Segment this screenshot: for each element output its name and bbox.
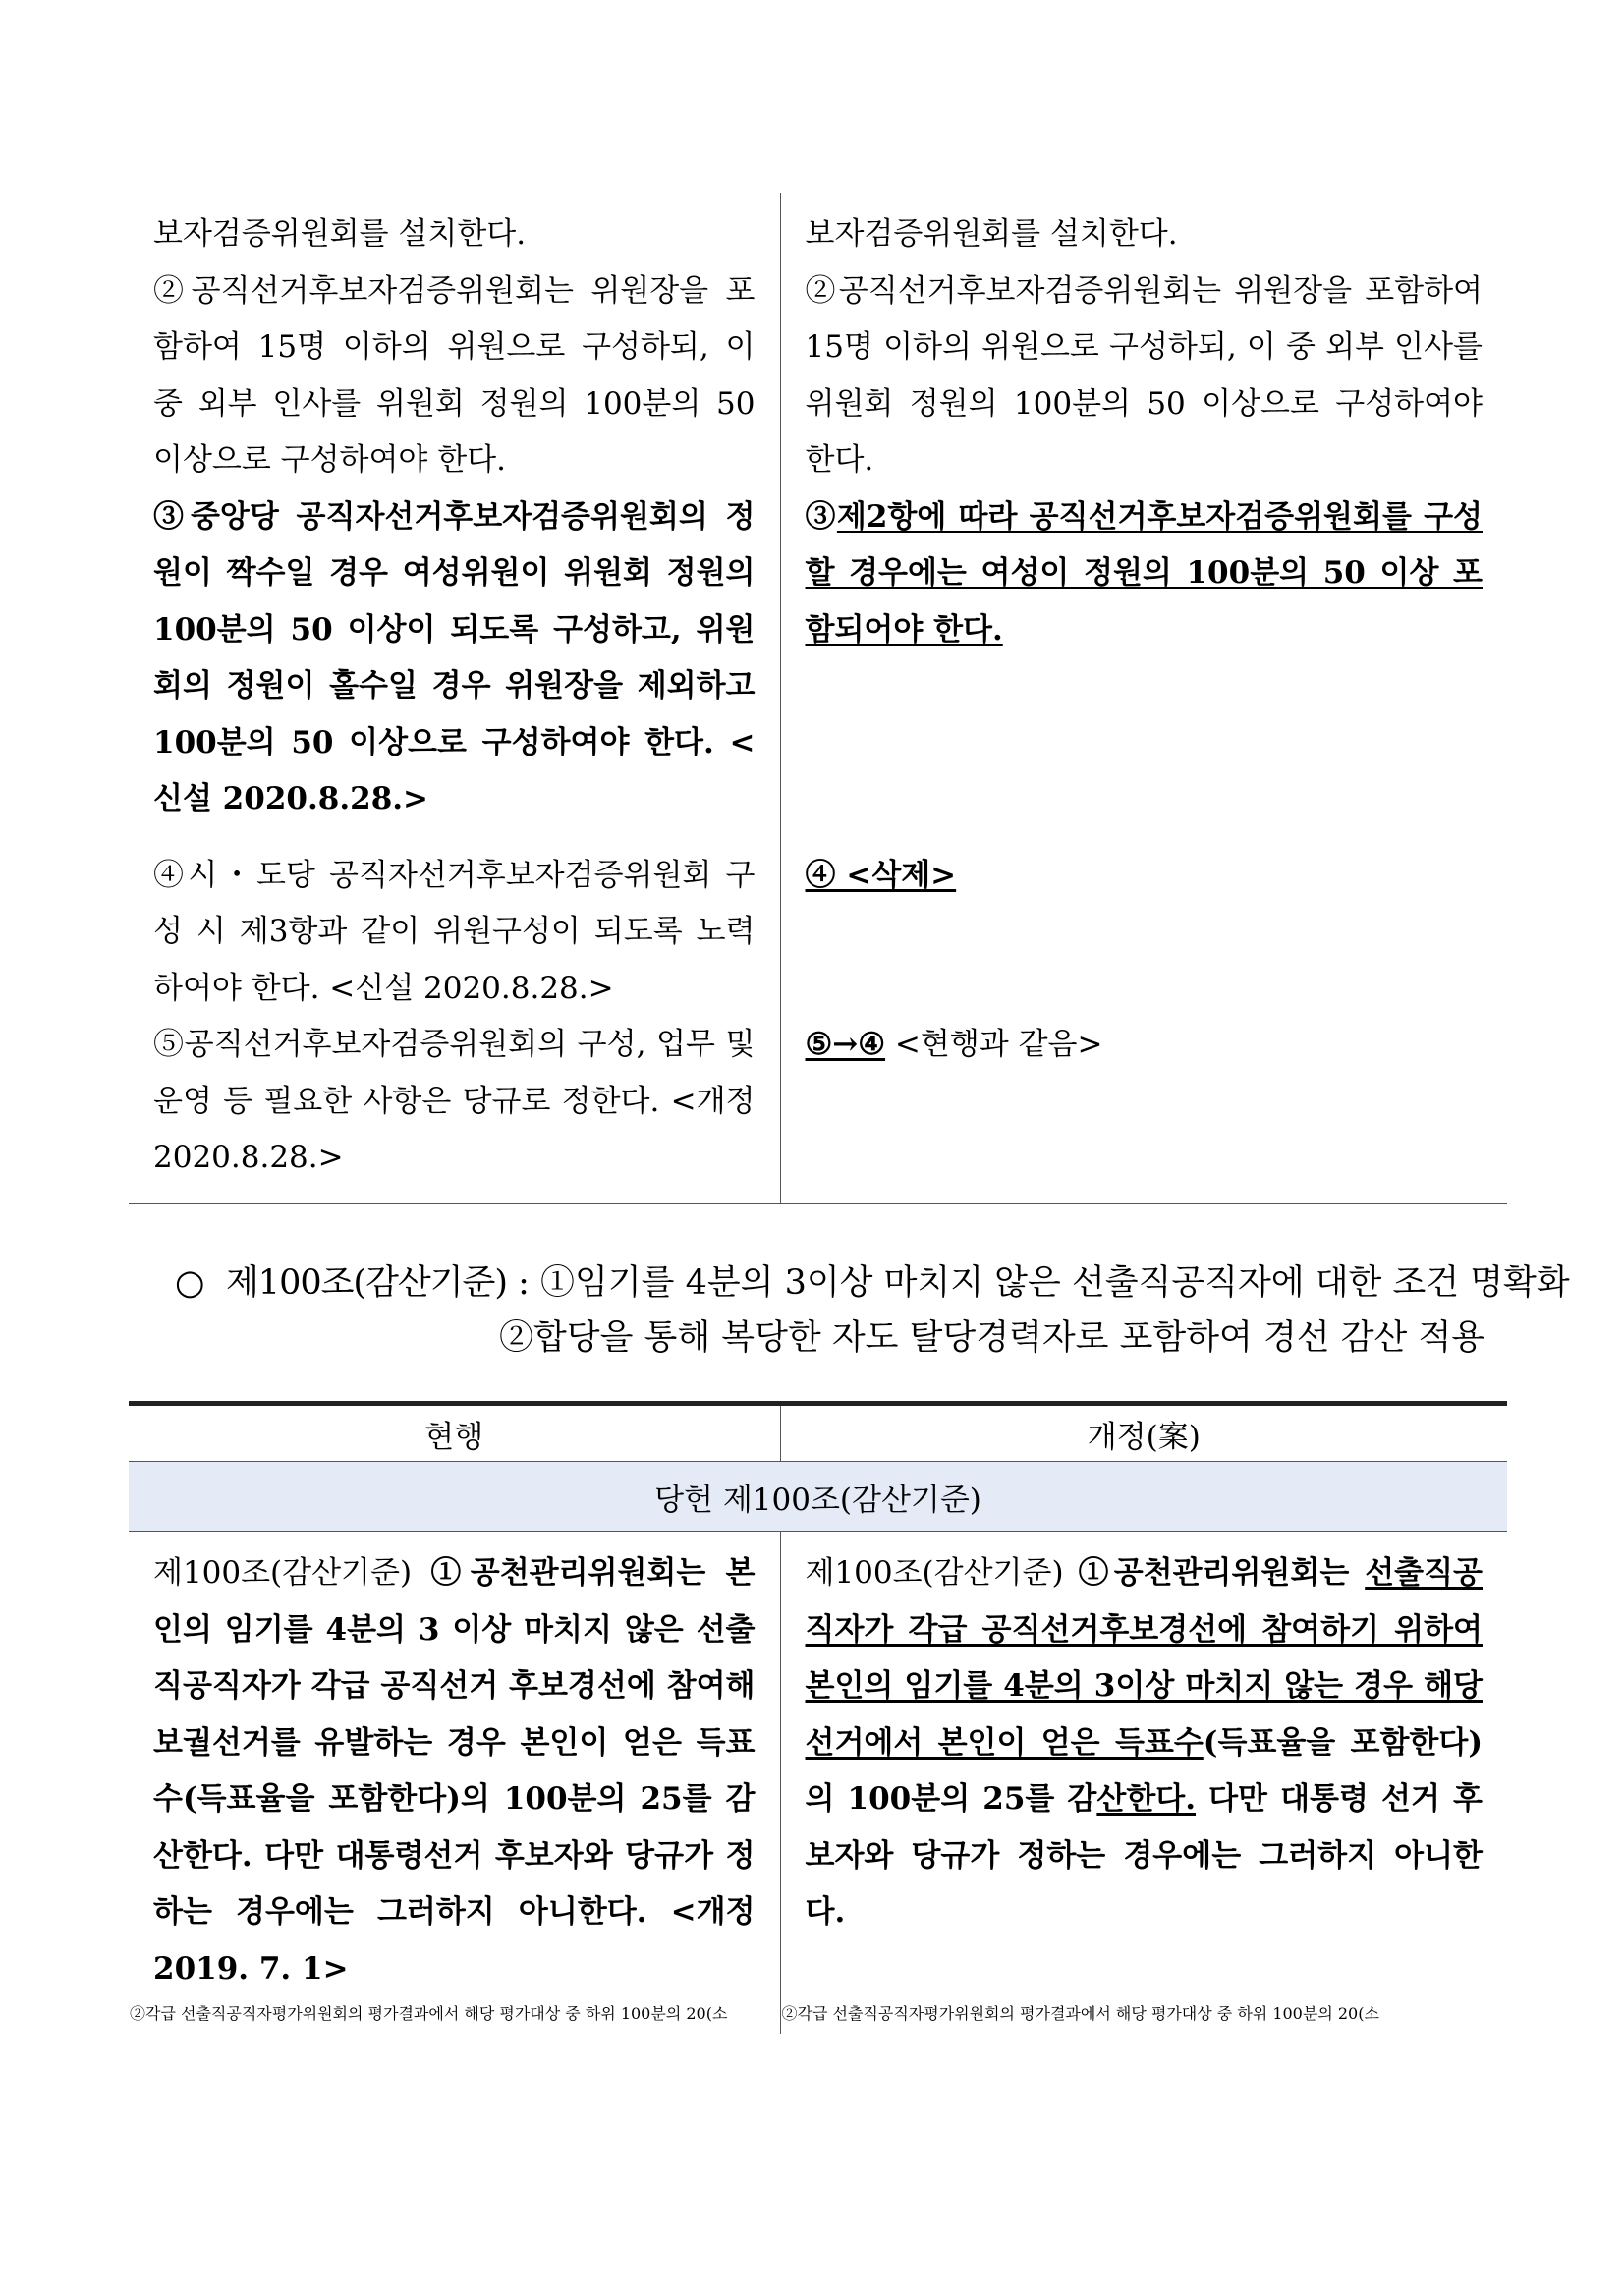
current-paragraph-5: ⑤공직선거후보자검증위원회의 구성, 업무 및 운영 등 필요한 사항은 당규로 정한다. <개정 2020.8.28.> xyxy=(153,1027,756,1175)
column-header-current: 현행 xyxy=(129,1404,780,1462)
revised-text-cell-4 xyxy=(780,848,1507,1018)
revised-paragraph-3-number: ③ xyxy=(805,498,837,534)
summary-colon: : xyxy=(506,1263,541,1303)
revised-paragraph-4: ④ <삭제> xyxy=(805,857,957,893)
revised-article-paragraph-1 xyxy=(806,1545,1484,1941)
revised-paragraph-3 xyxy=(806,489,1484,659)
summary-item-1: ①임기를 4분의 3이상 마치지 않은 선출직공직자에 대한 조건 명확화 xyxy=(540,1263,1570,1303)
comparison-table-article-100 xyxy=(129,1401,1507,2034)
current-article-paragraph-2: ②각급 선출직공직자평가위원회의 평가결과에서 해당 평가대상 중 하위 100분의 20(소 xyxy=(130,2004,728,2023)
summary-item-2: ②합당을 통해 복당한 자도 탈당경력자로 포함하여 경선 감산 적용 xyxy=(499,1318,1485,1358)
current-article-cell xyxy=(129,1532,780,1998)
revised-article-intro: ①공천관리위원회는 xyxy=(1078,1555,1366,1591)
revised-article-title: 제100조(감산기준) xyxy=(805,1555,1079,1591)
bullet-icon: ○ xyxy=(175,1263,205,1303)
revised-text-cell-5 xyxy=(780,1017,1507,1203)
current-paragraph-4: ④시・도당 공직자선거후보자검증위원회 구성 시 제3항과 같이 위원구성이 되도록 노력하여야 한다. <신설 2020.8.28.> xyxy=(153,857,756,1006)
revised-article-cell-2 xyxy=(780,1997,1507,2034)
revised-paragraph-3-body: 제2항에 따라 공직선거후보자검증위원회를 구성할 경우에는 여성이 정원의 100분의 50 이상 포함되어야 한다. xyxy=(805,498,1483,647)
current-text-cell-4 xyxy=(129,848,780,1018)
summary-article: 제100조(감산기준) xyxy=(226,1263,507,1303)
current-paragraph-3: ③중앙당 공직자선거후보자검증위원회의 정원이 짝수일 경우 여성위원이 위원회 정원의 100분의 50 이상이 되도록 구성하고, 위원회의 정원이 홀수일 경우 위원장을 제외하고 100분의 50 이상으로 구성하여야 한다. <신설 2020.8.28.> xyxy=(153,498,756,816)
current-paragraph-2: ②공직선거후보자검증위원회는 위원장을 포함하여 15명 이하의 위원으로 구성하되, 이 중 외부 인사를 위원회 정원의 100분의 50 이상으로 구성하여야 한다. xyxy=(153,272,756,477)
revised-paragraph-5-renumber: ⑤→④ xyxy=(805,1027,886,1062)
revised-article-paragraph-2: ②각급 선출직공직자평가위원회의 평가결과에서 해당 평가대상 중 하위 100분의 20(소 xyxy=(781,2004,1379,2023)
summary-line-1 xyxy=(175,1256,1570,1311)
revised-article-cell xyxy=(780,1532,1507,1998)
comparison-table-continued xyxy=(129,193,1507,1204)
revised-paragraph-5 xyxy=(806,1017,1484,1074)
revised-paragraph-2: ②공직선거후보자검증위원회는 위원장을 포함하여 15명 이하의 위원으로 구성하되, 이 중 외부 인사를 위원회 정원의 100분의 50 이상으로 구성하여야 한다. xyxy=(805,272,1483,477)
current-article-cell-2 xyxy=(129,1997,780,2034)
revised-article-amended-end: 산한다. xyxy=(1096,1781,1197,1817)
current-article-paragraph-1 xyxy=(153,1545,756,1997)
section-title: 당헌 제100조(감산기준) xyxy=(129,1462,1507,1532)
current-article-text: ①공천관리위원회는 본인의 임기를 4분의 3 이상 마치지 않은 선출직공직자가 각급 공직선거 후보경선에 참여해 보궐선거를 유발하는 경우 본인이 얻은 득표수(득표율을 포함한다)의 100분의 25를 감산한다. 다만 대통령선거 후보자와 당규가 정하는 경우에는 그러하지 아니한다. <개정 2019. 7. 1> xyxy=(153,1555,756,1987)
revised-article-proviso: 다만 대통령 선거 후보자와 당규가 정하는 경우에는 그러하지 아니한다. xyxy=(805,1781,1483,1930)
revised-paragraph-1-end: 보자검증위원회를 설치한다. xyxy=(805,216,1178,252)
amendment-summary xyxy=(175,1256,1570,1366)
revised-article-mid: (득표율을 포함한다)의 100분의 25를 감 xyxy=(805,1724,1483,1817)
current-text-cell xyxy=(129,193,780,848)
revised-paragraph-5-note: <현행과 같음> xyxy=(885,1027,1103,1062)
revised-text-cell xyxy=(780,193,1507,848)
current-text-cell-5 xyxy=(129,1017,780,1203)
current-article-title: 제100조(감산기준) xyxy=(153,1555,431,1591)
column-header-revised: 개정(案) xyxy=(780,1404,1507,1462)
current-paragraph-1-end: 보자검증위원회를 설치한다. xyxy=(153,216,527,252)
revised-article-amended-text: 선출직공직자가 각급 공직선거후보경선에 참여하기 위하여 본인의 임기를 4분의 3이상 마치지 않는 경우 해당 선거에서 본인이 얻은 득표수 xyxy=(805,1555,1483,1761)
